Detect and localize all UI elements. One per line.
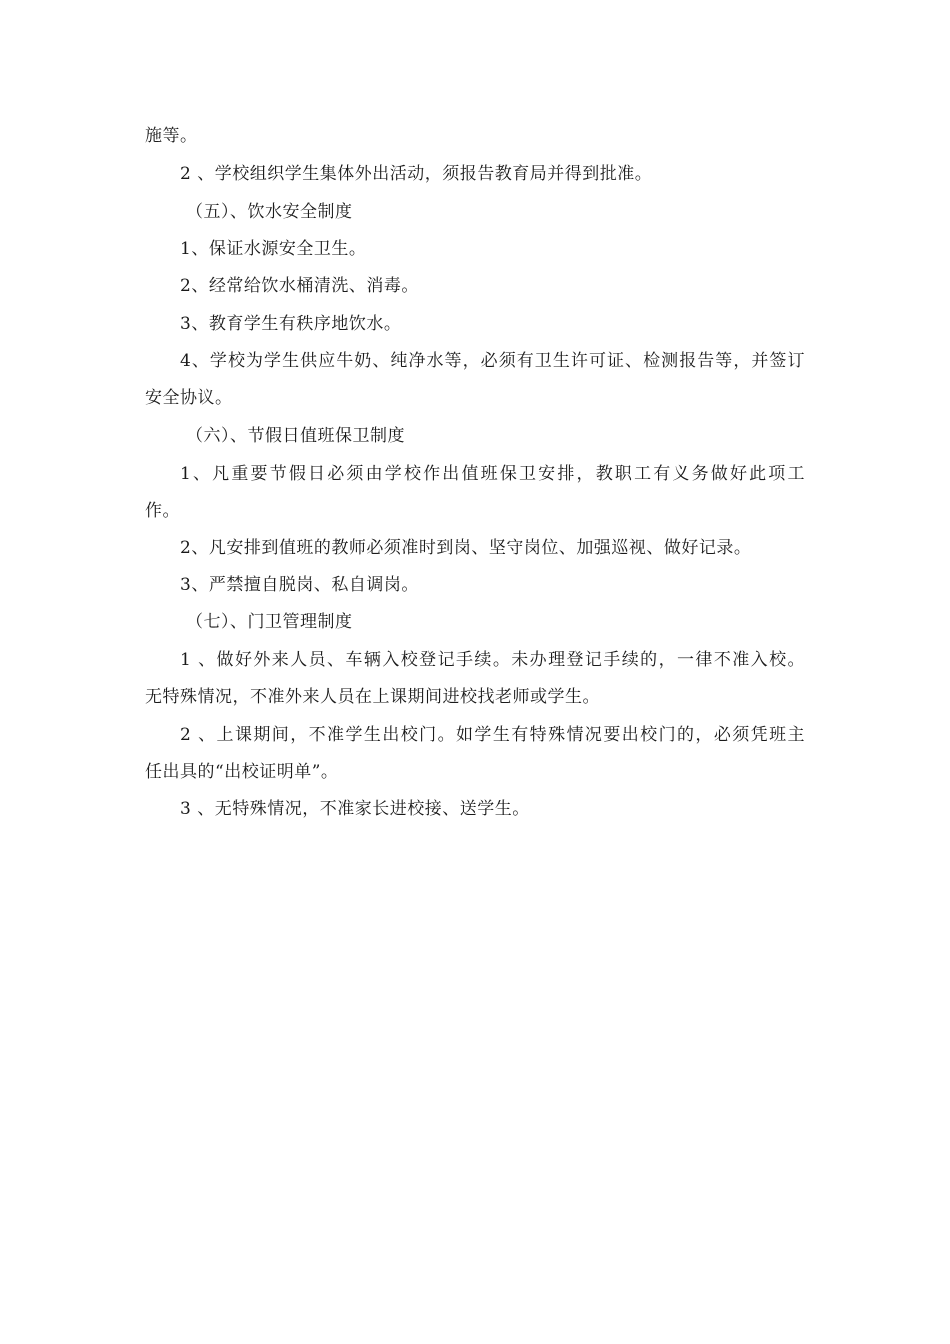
text-line: 4、学校为学生供应牛奶、纯净水等，必须有卫生许可证、检测报告等，并签订 (180, 351, 805, 371)
text-line: 2、经常给饮水桶清洗、消毒。 (180, 276, 419, 296)
text-line: 施等。 (145, 126, 198, 146)
text-line: 安全协议。 (145, 388, 233, 408)
text-line: 3 、无特殊情况，不准家长进校接、送学生。 (180, 799, 530, 819)
section-heading: （七）、门卫管理制度 (186, 612, 353, 632)
text-line: 无特殊情况，不准外来人员在上课期间进校找老师或学生。 (145, 687, 600, 707)
text-line: 2 、学校组织学生集体外出活动，须报告教育局并得到批准。 (180, 164, 653, 184)
text-line: 任出具的“出校证明单”。 (145, 762, 339, 782)
text-line: 3、教育学生有秩序地饮水。 (180, 314, 402, 334)
section-heading: （五）、饮水安全制度 (186, 202, 353, 222)
text-line: 1 、做好外来人员、车辆入校登记手续。未办理登记手续的，一律不准入校。 (180, 650, 805, 670)
text-line: 2 、上课期间，不准学生出校门。如学生有特殊情况要出校门的，必须凭班主 (180, 725, 805, 745)
text-line: 3、严禁擅自脱岗、私自调岗。 (180, 575, 419, 595)
text-line: 1、凡重要节假日必须由学校作出值班保卫安排，教职工有义务做好此项工 (180, 464, 805, 484)
section-heading: （六）、节假日值班保卫制度 (186, 426, 405, 446)
text-line: 2、凡安排到值班的教师必须准时到岗、坚守岗位、加强巡视、做好记录。 (180, 538, 752, 558)
text-line: 作。 (145, 501, 180, 521)
text-line: 1、保证水源安全卫生。 (180, 239, 367, 259)
